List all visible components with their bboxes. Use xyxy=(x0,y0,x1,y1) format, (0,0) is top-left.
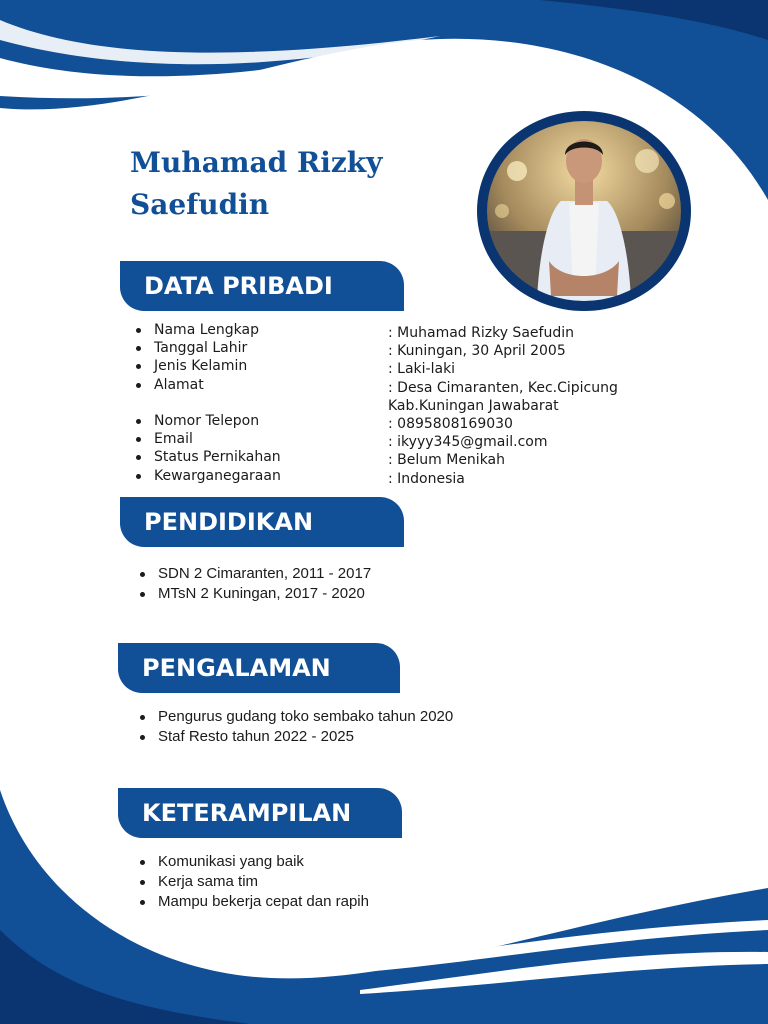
label-status-pernikahan: Status Pernikahan xyxy=(134,448,281,466)
list-item: Staf Resto tahun 2022 - 2025 xyxy=(138,727,453,747)
name-line-2: Saefudin xyxy=(130,188,270,221)
section-header-pengalaman: PENGALAMAN xyxy=(118,643,400,693)
name-line-1: Muhamad Rizky xyxy=(130,146,383,179)
list-item: SDN 2 Cimaranten, 2011 - 2017 xyxy=(138,564,371,584)
value-status-pernikahan: : Belum Menikah xyxy=(388,452,506,469)
list-item: MTsN 2 Kuningan, 2017 - 2020 xyxy=(138,584,371,604)
value-tanggal-lahir: : Kuningan, 30 April 2005 xyxy=(388,343,566,360)
label-alamat: Alamat xyxy=(134,376,281,394)
value-kewarganegaraan: : Indonesia xyxy=(388,470,465,487)
label-email: Email xyxy=(134,430,281,448)
list-item: Mampu bekerja cepat dan rapih xyxy=(138,892,369,912)
section-header-pendidikan: PENDIDIKAN xyxy=(120,497,404,547)
value-jenis-kelamin: : Laki-laki xyxy=(388,361,456,378)
section-header-keterampilan: KETERAMPILAN xyxy=(118,788,402,838)
value-alamat-1: : Desa Cimaranten, Kec.Cipicung xyxy=(388,379,618,396)
education-list xyxy=(138,564,371,604)
label-nama: Nama Lengkap xyxy=(134,321,281,339)
value-nama: : Muhamad Rizky Saefudin xyxy=(388,325,574,341)
label-kewarganegaraan: Kewarganegaraan xyxy=(134,467,281,485)
personal-data-labels xyxy=(134,321,281,485)
list-item: Kerja sama tim xyxy=(138,872,369,892)
label-nomor-telepon: Nomor Telepon xyxy=(134,412,281,430)
label-jenis-kelamin: Jenis Kelamin xyxy=(134,357,281,375)
skills-list xyxy=(138,852,369,912)
list-item: Komunikasi yang baik xyxy=(138,852,369,872)
profile-photo xyxy=(477,111,691,311)
candidate-name xyxy=(130,142,450,226)
value-nomor-telepon: : 0895808169030 xyxy=(388,415,513,432)
list-item: Pengurus gudang toko sembako tahun 2020 xyxy=(138,707,453,727)
experience-list xyxy=(138,707,453,747)
personal-data-values xyxy=(388,324,628,488)
value-alamat-2: Kab.Kuningan Jawabarat xyxy=(388,397,559,414)
section-header-data-pribadi: DATA PRIBADI xyxy=(120,261,404,311)
value-email: : ikyyy345@gmail.com xyxy=(388,434,548,451)
label-tanggal-lahir: Tanggal Lahir xyxy=(134,339,281,357)
